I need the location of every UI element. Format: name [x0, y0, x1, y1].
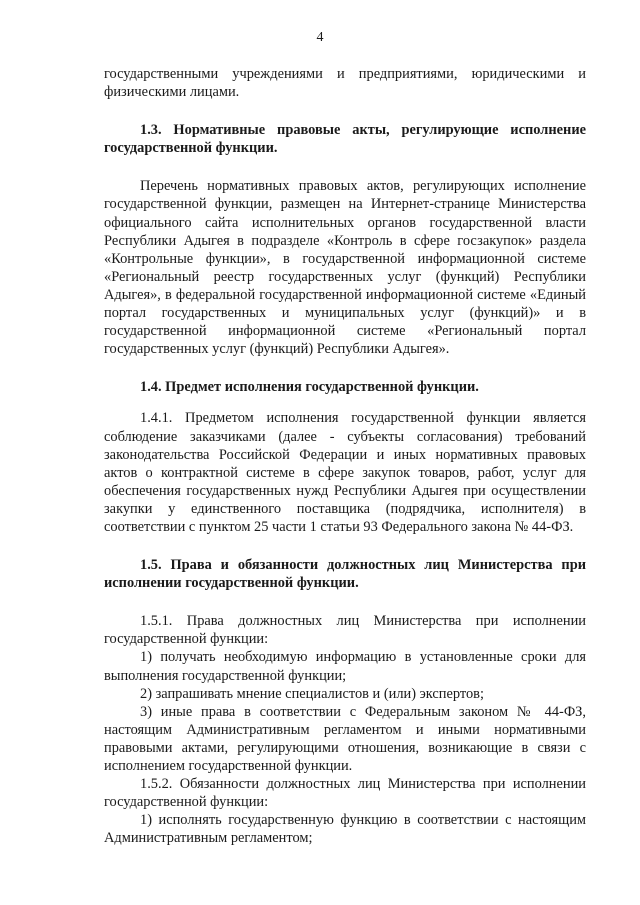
section-heading: 1.3. Нормативные правовые акты, регулирующие исполнение государственной функции.: [104, 122, 586, 157]
paragraph-spacer: [104, 536, 586, 556]
paragraph: 1) исполнять государственную функцию в соответствии с настоящим Административным регламентом;: [104, 812, 586, 847]
section-heading: 1.4. Предмет исполнения государственной функции.: [140, 379, 479, 396]
paragraph: 2) запрашивать мнение специалистов и (или) экспертов;: [140, 685, 484, 702]
paragraph: 1.4.1. Предметом исполнения государственной функции является соблюдение заказчиками (далее - субъекты согласования) требований законодательства Российской Федерации и иных нормативных правовых актов о контрактной системе в сфере закупок товаров, работ, услуг для обеспечения государственных нужд Республики Адыгея при осуществлении закупки у единственного поставщика (подрядчика, исполнителя) в соответствии с пунктом 25 части 1 статьи 93 Федерального закона № 44-ФЗ.: [104, 410, 586, 535]
paragraph-spacer: [104, 157, 586, 177]
paragraph: государственными учреждениями и предприятиями, юридическими и физическими лицами.: [104, 66, 586, 101]
paragraph: Перечень нормативных правовых актов, регулирующих исполнение государственной функции, размещен на Интернет-странице Министерства официального сайта исполнительных органов государственной власти Республики Адыгея в подразделе «Контроль в сфере госзакупок» раздела «Контрольные функции», в государственной информационной системе «Региональный реестр государственных услуг (функций) Республики Адыгея», в федеральной государственной информационной системе «Единый портал государственных и муниципальных услуг (функций)» и в государственной информационной системе «Региональный портал государственных услуг (функций) Республики Адыгея».: [104, 178, 586, 358]
paragraph: 3) иные права в соответствии с Федеральным законом № 44-ФЗ, настоящим Административным регламентом и иными нормативными правовыми актами, регулирующими отношения, возникающие в связи с исполнением государственной функции.: [104, 703, 586, 774]
paragraph: 1.5.2. Обязанности должностных лиц Министерства при исполнении государственной функции:: [104, 776, 586, 811]
page-number: 4: [316, 30, 324, 45]
document-body: [104, 65, 586, 847]
paragraph-spacer: [104, 396, 586, 409]
paragraph: 1) получать необходимую информацию в установленные сроки для выполнения государственной функции;: [104, 649, 586, 684]
paragraph-spacer: [104, 592, 586, 612]
paragraph-spacer: [104, 101, 586, 121]
paragraph: 1.5.1. Права должностных лиц Министерства при исполнении государственной функции:: [104, 613, 586, 648]
paragraph-spacer: [104, 358, 586, 378]
section-heading: 1.5. Права и обязанности должностных лиц Министерства при исполнении государственной функции.: [104, 557, 586, 592]
